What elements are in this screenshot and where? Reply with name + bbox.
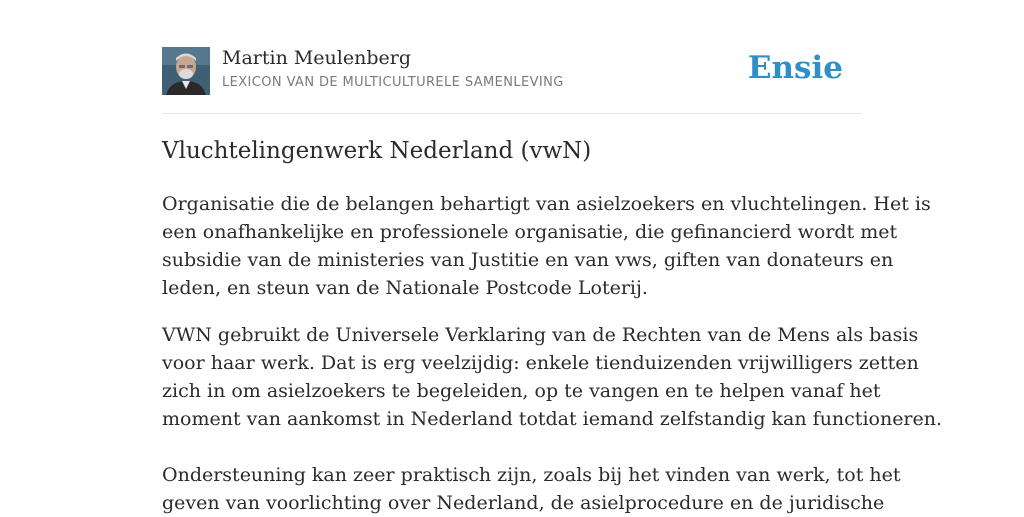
- header-divider: [162, 113, 862, 114]
- person-photo-icon: [162, 47, 210, 95]
- article-body: [162, 190, 943, 517]
- author-header: [162, 46, 862, 96]
- author-name[interactable]: Martin Meulenberg: [222, 47, 411, 69]
- page: [162, 0, 943, 514]
- paragraph-line: Ondersteuning kan zeer praktisch zijn, zoals bij het vinden van werk, tot het: [162, 464, 901, 486]
- paragraph-1: [162, 190, 931, 302]
- paragraph-line: leden, en steun van de Nationale Postcode Loterij.: [162, 277, 648, 299]
- lexicon-name[interactable]: LEXICON VAN DE MULTICULTURELE SAMENLEVING: [222, 75, 564, 90]
- paragraph-line: zich in om asielzoekers te begeleiden, op te vangen en te helpen vanaf het: [162, 380, 881, 402]
- paragraph-line: voor haar werk. Dat is erg veelzijdig: enkele tienduizenden vrijwilligers zetten: [162, 352, 919, 374]
- article-title: Vluchtelingenwerk Nederland (vwN): [162, 138, 592, 164]
- paragraph-line: moment van aankomst in Nederland totdat iemand zelfstandig kan functioneren.: [162, 408, 943, 430]
- paragraph-3: [162, 461, 901, 517]
- paragraph-line: Organisatie die de belangen behartigt van asielzoekers en vluchtelingen. Het is: [162, 193, 931, 215]
- paragraph-line: VWN gebruikt de Universele Verklaring van de Rechten van de Mens als basis: [162, 324, 919, 346]
- paragraph-line: geven van voorlichting over Nederland, de asielprocedure en de juridische: [162, 492, 885, 514]
- paragraph-2: [162, 321, 943, 433]
- paragraph-line: subsidie van de ministeries van Justitie en van vws, giften van donateurs en: [162, 249, 894, 271]
- paragraph-line: een onafhankelijke en professionele organisatie, die gefinancierd wordt met: [162, 221, 898, 243]
- ensie-logo[interactable]: Ensie: [747, 50, 843, 86]
- author-avatar[interactable]: [162, 47, 210, 95]
